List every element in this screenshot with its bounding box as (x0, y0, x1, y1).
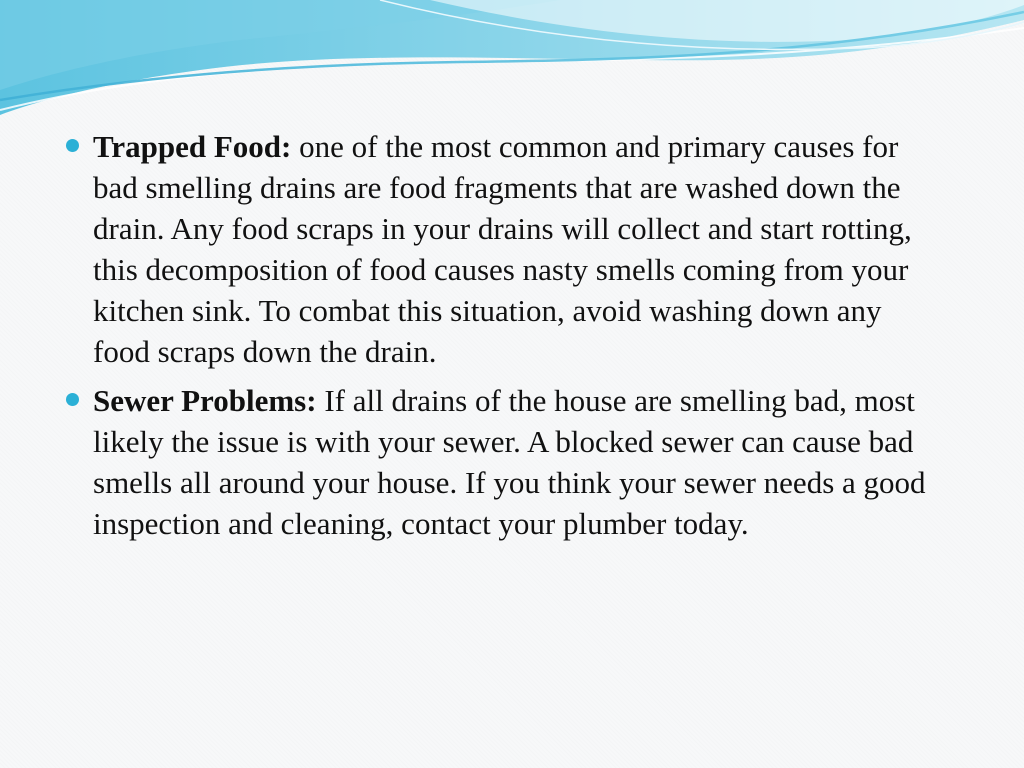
bullet-heading: Sewer Problems: (93, 383, 317, 418)
header-wave-decoration (0, 0, 1024, 130)
bullet-sewer-problems (62, 380, 932, 544)
bullet-text: one of the most common and primary causes for bad smelling drains are food fragments that are washed down the drain. Any food scraps in your drains will collect and start rotting, this decomposition of food causes nasty smells coming from your kitchen sink. To combat this situation, avoid washing down any food scraps down the drain. (93, 129, 912, 369)
bullet-heading: Trapped Food: (93, 129, 292, 164)
bullet-dot-icon (66, 139, 79, 152)
bullet-list (62, 126, 932, 544)
slide-content (62, 126, 932, 552)
bullet-dot-icon (66, 393, 79, 406)
bullet-text: If all drains of the house are smelling bad, most likely the issue is with your sewer. A blocked sewer can cause bad smells all around your house. If you think your sewer needs a good inspection and cleaning, contact your plumber today. (93, 383, 926, 541)
bullet-trapped-food (62, 126, 932, 372)
